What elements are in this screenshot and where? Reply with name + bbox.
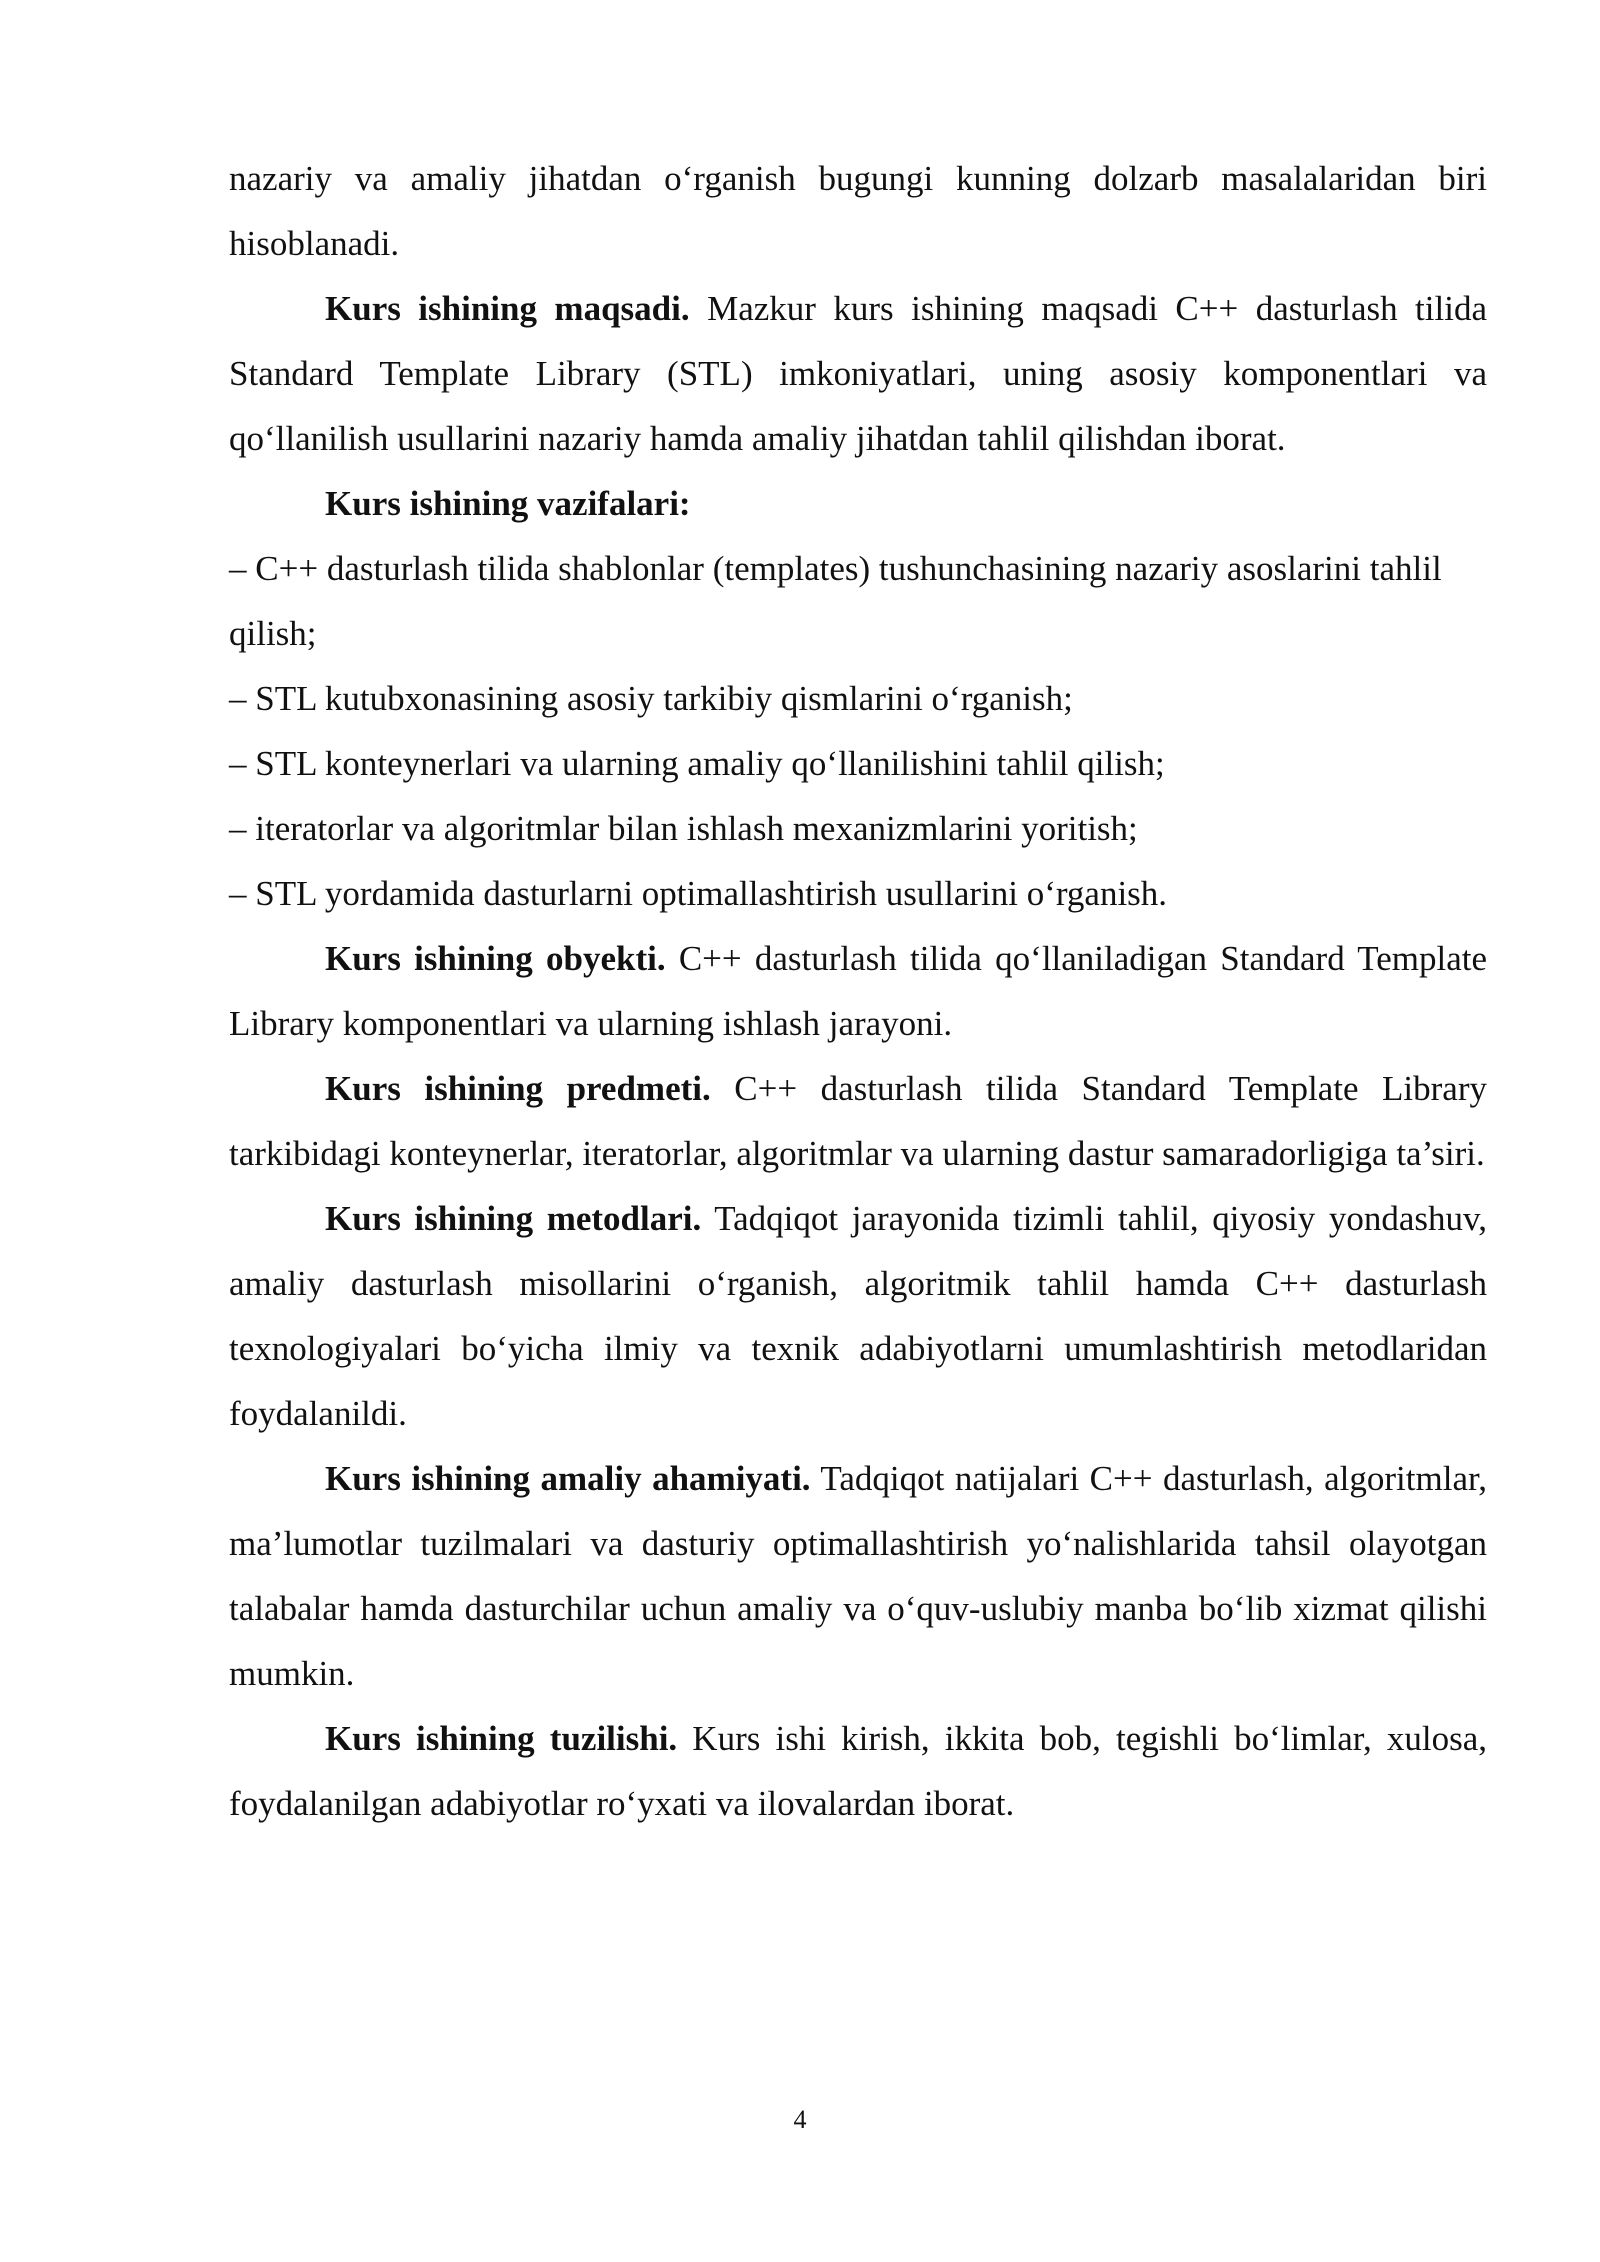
task-item: – STL konteynerlari va ularning amaliy qo‘llanilishini tahlil qilish; — [229, 744, 1165, 783]
tasks-heading: Kurs ishining vazifalari: — [325, 484, 691, 523]
subject-text: C++ dasturlash tilida Standard Template Library tarkibidagi konteynerlar, iteratorlar, algoritmlar va ularning dastur samaradorligiga ta’siri. — [229, 1069, 1487, 1173]
structure-text: Kurs ishi kirish, ikkita bob, tegishli bo‘limlar, xulosa, foydalanilgan adabiyotlar ro‘yxati va ilovalardan iborat. — [229, 1719, 1487, 1823]
tasks-heading-paragraph — [229, 471, 1487, 536]
document-body — [229, 146, 1487, 1836]
goal-heading: Kurs ishining maqsadi. — [325, 289, 690, 328]
significance-heading: Kurs ishining amaliy ahamiyati. — [325, 1459, 811, 1498]
object-heading: Kurs ishining obyekti. — [325, 939, 666, 978]
goal-paragraph — [229, 276, 1487, 471]
significance-text: Tadqiqot natijalari C++ dasturlash, algoritmlar, ma’lumotlar tuzilmalari va dasturiy optimallashtirish yo‘nalishlarida tahsil olayotgan talabalar hamda dasturchilar uchun amaliy va o‘quv-uslubiy manba bo‘lib xizmat qilishi mumkin. — [229, 1459, 1487, 1693]
task-item: – STL yordamida dasturlarni optimallashtirish usullarini o‘rganish. — [229, 874, 1168, 913]
structure-heading: Kurs ishining tuzilishi. — [325, 1719, 678, 1758]
object-paragraph — [229, 926, 1487, 1056]
subject-paragraph — [229, 1056, 1487, 1186]
methods-text: Tadqiqot jarayonida tizimli tahlil, qiyosiy yondashuv, amaliy dasturlash misollarini o‘rganish, algoritmik tahlil hamda C++ dasturlash texnologiyalari bo‘yicha ilmiy va texnik adabiyotlarni umumlashtirish metodlaridan foydalanildi. — [229, 1199, 1487, 1433]
subject-heading: Kurs ishining predmeti. — [325, 1069, 711, 1108]
significance-paragraph — [229, 1446, 1487, 1706]
page-number: 4 — [793, 2105, 807, 2134]
methods-paragraph — [229, 1186, 1487, 1446]
task-item: – C++ dasturlash tilida shablonlar (templates) tushunchasining nazariy asoslarini tahlil qilish; — [229, 549, 1442, 653]
intro-paragraph — [229, 146, 1487, 276]
methods-heading: Kurs ishining metodlari. — [325, 1199, 702, 1238]
object-text: C++ dasturlash tilida qo‘llaniladigan Standard Template Library komponentlari va ularning ishlash jarayoni. — [229, 939, 1487, 1043]
task-item: – iteratorlar va algoritmlar bilan ishlash mexanizmlarini yoritish; — [229, 809, 1138, 848]
structure-paragraph — [229, 1706, 1487, 1836]
intro-text: nazariy va amaliy jihatdan o‘rganish bugungi kunning dolzarb masalalaridan biri hisoblanadi. — [229, 159, 1487, 263]
goal-text: Mazkur kurs ishining maqsadi C++ dasturlash tilida Standard Template Library (STL) imkoniyatlari, uning asosiy komponentlari va qo‘llanilish usullarini nazariy hamda amaliy jihatdan tahlil qilishdan iborat. — [229, 289, 1487, 458]
task-item: – STL kutubxonasining asosiy tarkibiy qismlarini o‘rganish; — [229, 679, 1073, 718]
